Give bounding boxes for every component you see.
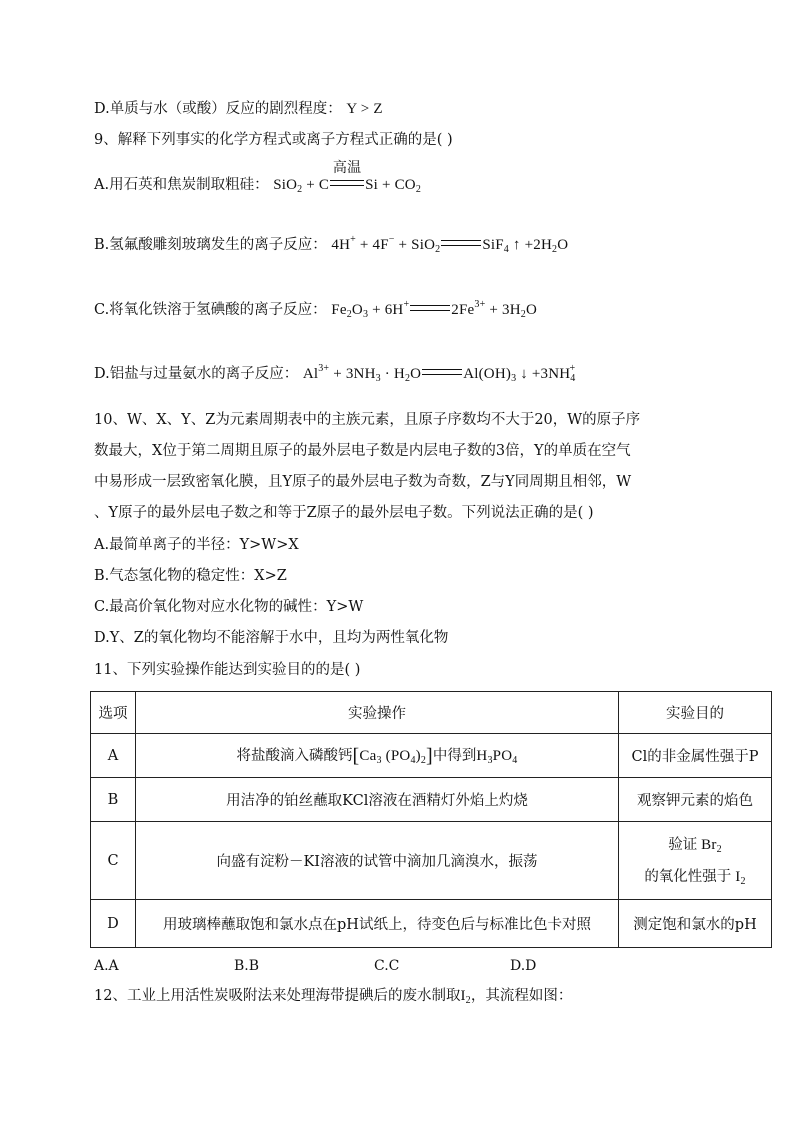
table-row (91, 900, 772, 948)
row-option: B (91, 778, 136, 822)
q10-option-c: C.最高价氧化物对应水化物的碱性：Y>W (94, 599, 364, 615)
header-option: 选项 (91, 692, 136, 734)
q10-option-a: A.最简单离子的半径：Y>W>X (94, 537, 299, 553)
q9-option-d-text: D.铝盐与过量氨水的离子反应： (94, 366, 299, 382)
q8-option-d-formula: Y > Z (346, 101, 383, 117)
row-option: D (91, 900, 136, 948)
q9-option-a-text: A.用石英和焦炭制取粗硅： (94, 177, 269, 193)
header-operation: 实验操作 (136, 692, 619, 734)
q10-stem-line-1: 10、W、X、Y、Z为元素周期表中的主族元素，且原子序数均不大于20，W的原子序 (94, 412, 641, 428)
row-option: C (91, 822, 136, 900)
header-purpose: 实验目的 (619, 692, 772, 734)
q9-option-a-equation: SiO$_2$ + C 高温 $Si + CO_2$ (273, 160, 422, 195)
table-header-row (91, 692, 772, 734)
q10-option-b: B.气态氢化物的稳定性：X>Z (94, 568, 287, 584)
row-option: A (91, 734, 136, 778)
experiment-table (90, 691, 772, 948)
row-purpose: Cl的非金属性强于P (619, 734, 772, 778)
q8-option-d (94, 99, 383, 119)
row-purpose: 验证 $Br_2$ 的氧化性强于 $I_2$ (619, 822, 772, 900)
table-row (91, 778, 772, 822)
answer-option-c: C.C (374, 958, 400, 974)
answer-option-b: B.B (234, 958, 260, 974)
q9-option-a (94, 160, 422, 195)
iodine-formula: $I_2$ (460, 988, 471, 1006)
q10-option-d: D.Y、Z的氧化物均不能溶解于水中，且均为两性氧化物 (94, 630, 449, 646)
q10-stem-line-4: 、Y原子的最外层电子数之和等于Z原子的最外层电子数。下列说法正确的是( ) (94, 505, 594, 521)
table-row (91, 822, 772, 900)
phosphoric-acid-formula: $H_3PO_4$ (476, 747, 518, 766)
q9-option-c (94, 300, 537, 320)
row-purpose: 测定饱和氯水的pH (619, 900, 772, 948)
q9-option-b-equation: 4H+ + 4F− + SiO$_2$ SiF$_4$ ↑ $+2H_2O$ (331, 234, 569, 255)
row-operation: 用洁净的铂丝蘸取KCl溶液在酒精灯外焰上灼烧 (136, 778, 619, 822)
q9-option-b-text: B.氢氟酸雕刻玻璃发生的离子反应： (94, 237, 327, 253)
q9-option-c-text: C.将氧化铁溶于氢碘酸的离子反应： (94, 302, 327, 318)
q10-stem-line-3: 中易形成一层致密氧化膜，且Y原子的最外层电子数为奇数，Z与Y同周期且相邻，W (94, 474, 632, 490)
q11-stem: 11、下列实验操作能达到实验目的的是( ) (94, 662, 361, 678)
row-operation: 向盛有淀粉－KI溶液的试管中滴加几滴溴水，振荡 (136, 822, 619, 900)
q9-option-d (94, 364, 575, 384)
q10-stem-line-2: 数最大，X位于第二周期且原子的最外层电子数是内层电子数的3倍，Y的单质在空气 (94, 443, 631, 459)
row-purpose: 观察钾元素的焰色 (619, 778, 772, 822)
table-row (91, 734, 772, 778)
row-operation: 将盐酸滴入磷酸钙[$Ca_3$ $(PO_4)_2$]中得到$H_3PO_4$ (136, 734, 619, 778)
q9-option-b (94, 235, 568, 255)
calcium-phosphate-formula: [$Ca_3$ $(PO_4)_2$] (352, 744, 433, 767)
q9-option-c-equation: $Fe_2O_3 + 6H^+$ $2Fe^{3+} + 3H_2O$ (331, 299, 537, 320)
q12-stem: 12、工业上用活性炭吸附法来处理海带提碘后的废水制取$I_2$，其流程如图： (94, 988, 573, 1006)
reaction-condition: 高温 (332, 160, 362, 176)
q9-option-d-equation: $Al^{3+} + 3NH_3 \cdot H_2O$ $Al(OH)_3$ ↓ $+3NH_4^+$ (302, 363, 576, 384)
row-operation: 用玻璃棒蘸取饱和氯水点在pH试纸上，待变色后与标准比色卡对照 (136, 900, 619, 948)
q9-stem: 9、解释下列事实的化学方程式或离子方程式正确的是( ) (94, 132, 453, 148)
q8-option-d-text: D.单质与水（或酸）反应的剧烈程度： (94, 101, 342, 117)
answer-option-d: D.D (510, 958, 537, 974)
answer-option-a: A.A (94, 958, 119, 974)
